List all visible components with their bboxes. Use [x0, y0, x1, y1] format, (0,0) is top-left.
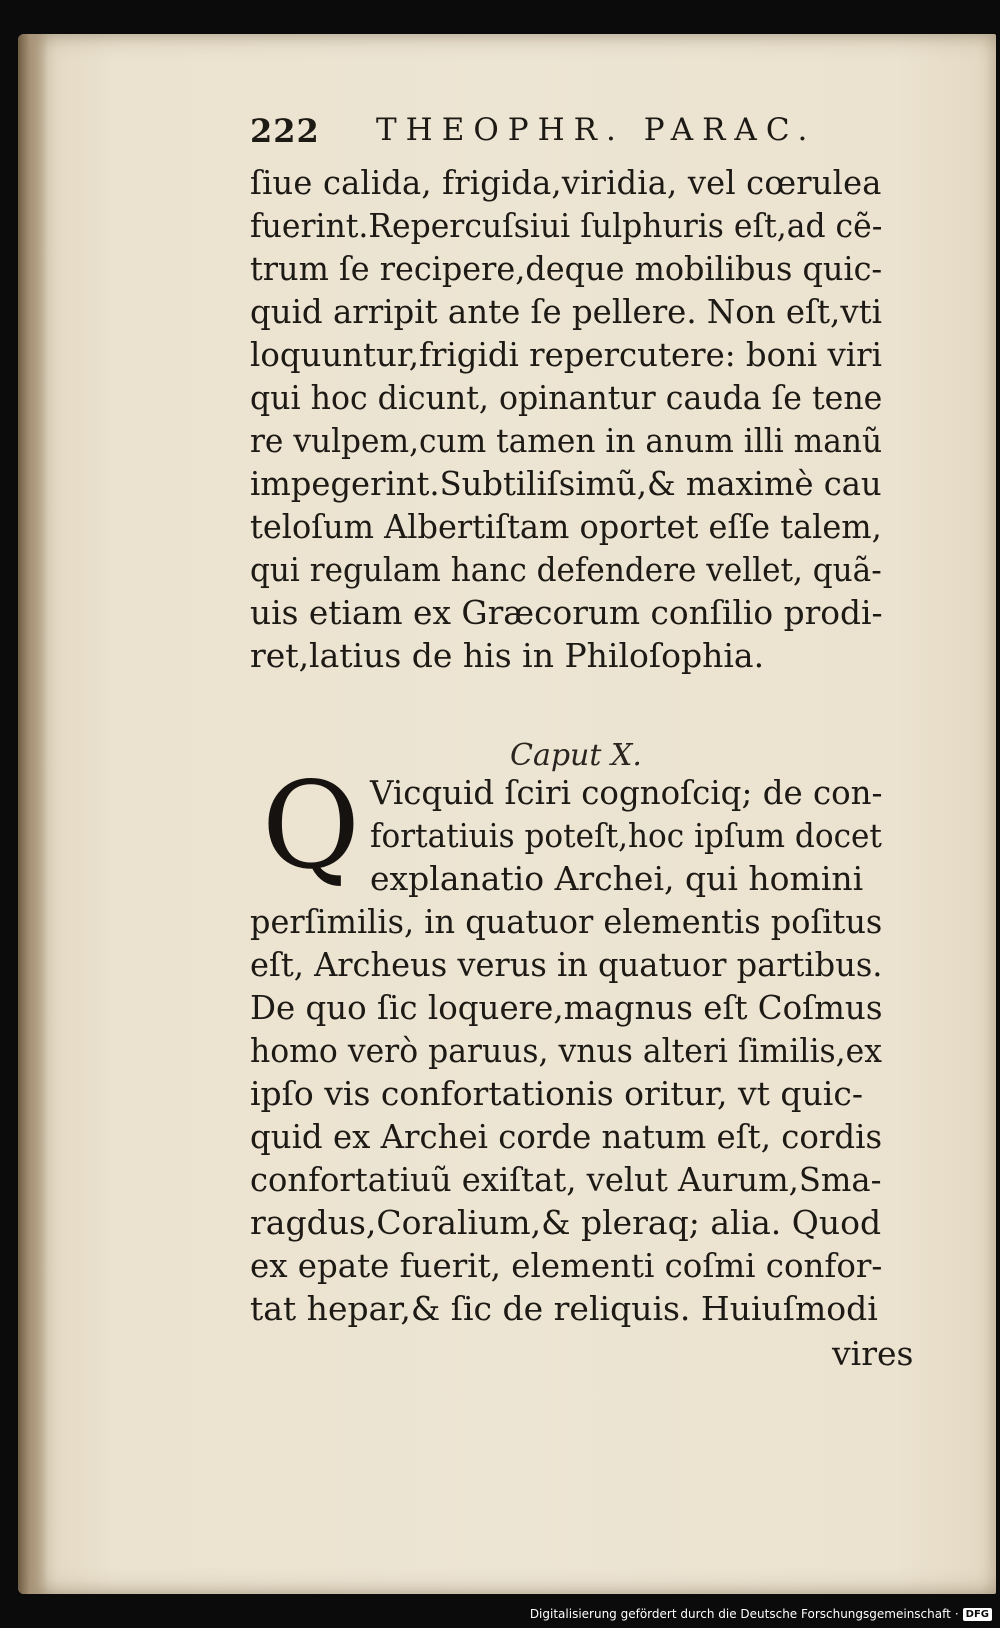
text-line: perſimilis, in quatuor elementis poſitus	[250, 902, 883, 941]
text-line: fuerint.Repercuſsiui ſulphuris eſt,ad cẽ-	[250, 206, 883, 245]
text-line: quid ex Archei corde natum eſt, cordis	[250, 1117, 883, 1156]
text-line: homo verò paruus, vnus alteri ſimilis,ex	[250, 1031, 882, 1070]
text-line: explanatio Archei, qui homini	[370, 859, 864, 898]
page-gutter	[18, 34, 48, 1594]
footer-credit: Digitalisierung gefördert durch die Deutsche Forschungsgemeinschaft	[529, 1607, 951, 1621]
text-line: qui regulam hanc defendere vellet, quã-	[250, 550, 882, 589]
chapter-title: Caput X.	[510, 738, 642, 773]
text-line: ret,latius de his in Philoſophia.	[250, 636, 765, 675]
text-line: re vulpem,cum tamen in anum illi manũ	[250, 421, 883, 460]
text-line: uis etiam ex Græcorum conſilio prodi-	[250, 593, 883, 632]
text-line: confortatiuũ exiſtat, velut Aurum,Sma-	[250, 1160, 882, 1199]
text-line: De quo ſic loquere,magnus eſt Coſmus	[250, 988, 883, 1027]
text-line: quid arripit ante ſe pellere. Non eſt,vti	[250, 292, 882, 331]
page-number: 222	[250, 112, 320, 150]
text-line: ex epate fuerit, elementi coſmi confor-	[250, 1246, 883, 1285]
text-line: ipſo vis confortationis oritur, vt quic-	[250, 1074, 863, 1113]
running-header	[250, 112, 825, 160]
text-line: loquuntur,frigidi repercutere: boni viri	[250, 335, 882, 374]
catchword: vires	[832, 1334, 914, 1373]
dfg-logo-icon: DFG	[963, 1608, 992, 1621]
digitization-footer: Digitalisierung gefördert durch die Deutsche Forschungsgemeinschaft · DFG	[530, 1604, 992, 1624]
text-line: ragdus,Coralium,& pleraq; alia. Quod	[250, 1203, 882, 1242]
text-line: trum ſe recipere,deque mobilibus quic-	[250, 249, 883, 288]
text-line: ſiue calida, frigida,viridia, vel cœrulea	[250, 163, 882, 202]
running-head: THEOPHR. PARAC.	[376, 112, 817, 148]
text-line: tat hepar,& ſic de reliquis. Huiuſmodi	[250, 1289, 878, 1328]
text-line: qui hoc dicunt, opinantur cauda ſe tene	[250, 378, 883, 417]
text-line: fortatiuis poteſt,hoc ipſum docet	[370, 816, 882, 855]
text-line: teloſum Albertiſtam oportet eſſe talem,	[250, 507, 882, 546]
drop-cap: Q	[261, 757, 361, 896]
text-line: impegerint.Subtiliſsimũ,& maximè cau	[250, 464, 882, 503]
text-line: Vicquid ſciri cognoſciq; de con-	[370, 773, 883, 812]
text-line: eſt, Archeus verus in quatuor partibus.	[250, 945, 883, 984]
